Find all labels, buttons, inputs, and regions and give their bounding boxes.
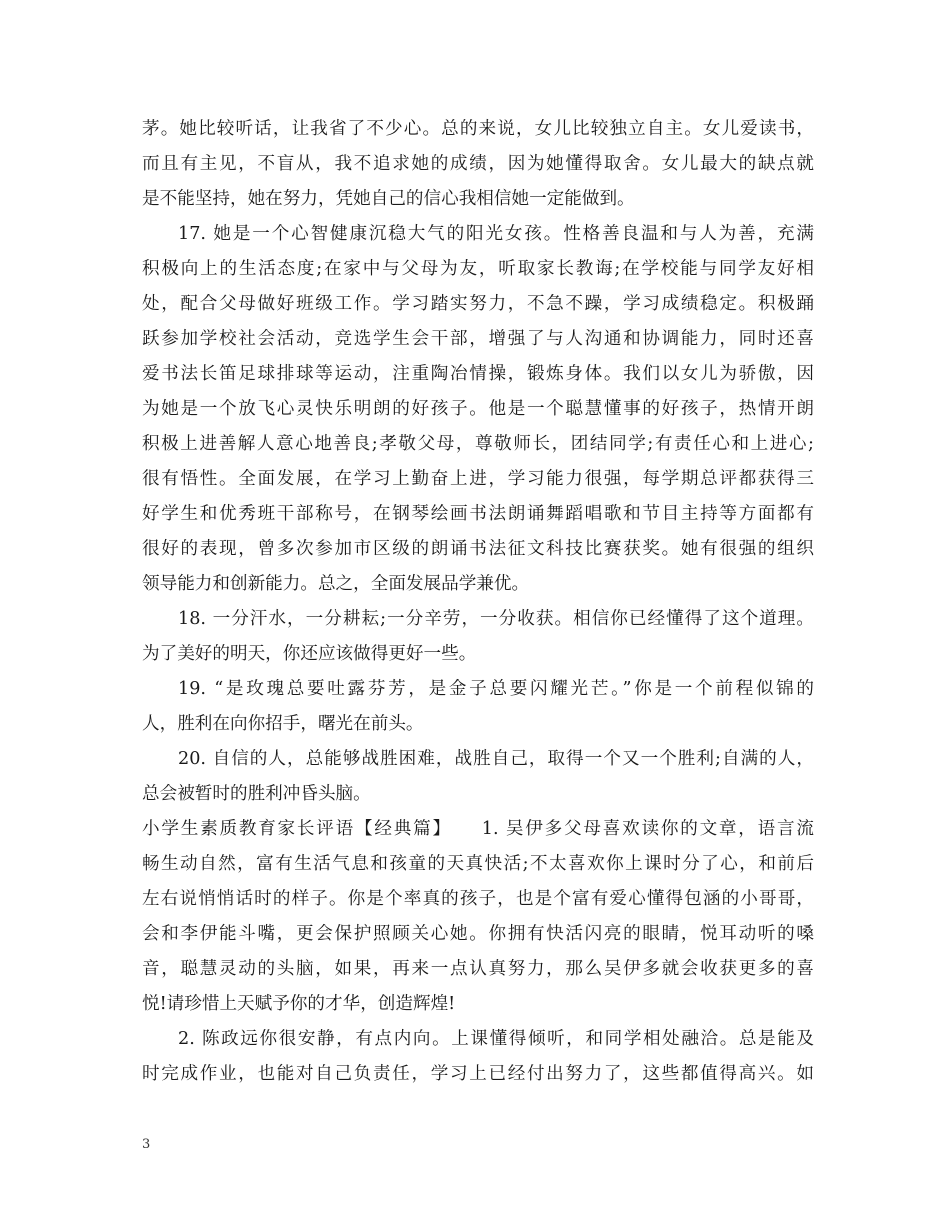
section-heading-line: 小学生素质教育家长评语【经典篇】 1. 吴伊多父母喜欢读你的文章，语言流 bbox=[142, 819, 814, 839]
text-line: 跃参加学校社会活动，竞选学生会干部，增强了与人沟通和协调能力，同时还喜 bbox=[142, 329, 814, 349]
document-body bbox=[142, 112, 814, 1092]
text-line: 为了美好的明天，你还应该做得更好一些。 bbox=[142, 644, 477, 664]
text-line: 爱书法长笛足球排球等运动，注重陶冶情操，锻炼身体。我们以女儿为骄傲，因 bbox=[142, 364, 814, 384]
page-number: 3 bbox=[142, 1137, 151, 1152]
text-line: 领导能力和创新能力。总之，全面发展品学兼优。 bbox=[142, 574, 530, 594]
text-line: 总会被暂时的胜利冲昏头脑。 bbox=[142, 784, 371, 804]
text-line: 畅生动自然，富有生活气息和孩童的天真快活;不太喜欢你上课时分了心，和前后 bbox=[142, 854, 814, 874]
text-line: 人，胜利在向你招手，曙光在前头。 bbox=[142, 714, 424, 734]
text-line: 处，配合父母做好班级工作。学习踏实努力，不急不躁，学习成绩稳定。积极踊 bbox=[142, 294, 814, 314]
text-line: 很有悟性。全面发展，在学习上勤奋上进，学习能力很强，每学期总评都获得三 bbox=[142, 469, 814, 489]
text-line: 时完成作业，也能对自己负责任，学习上已经付出努力了，这些都值得高兴。如 bbox=[142, 1064, 814, 1084]
text-line: 好学生和优秀班干部称号，在钢琴绘画书法朗诵舞蹈唱歌和节目主持等方面都有 bbox=[142, 504, 814, 524]
text-line: 18. 一分汗水，一分耕耘;一分辛劳，一分收获。相信你已经懂得了这个道理。 bbox=[178, 609, 814, 629]
text-line: 会和李伊能斗嘴，更会保护照顾关心她。你拥有快活闪亮的眼睛，悦耳动听的嗓 bbox=[142, 924, 814, 944]
text-line: 积极向上的生活态度;在家中与父母为友，听取家长教诲;在学校能与同学友好相 bbox=[142, 259, 814, 279]
text-line: 19. “是玫瑰总要吐露芬芳，是金子总要闪耀光芒。”你是一个前程似锦的 bbox=[178, 679, 814, 699]
text-line: 20. 自信的人，总能够战胜困难，战胜自己，取得一个又一个胜利;自满的人， bbox=[178, 749, 814, 769]
text-line: 很好的表现，曾多次参加市区级的朗诵书法征文科技比赛获奖。她有很强的组织 bbox=[142, 539, 814, 559]
text-line: 2. 陈政远你很安静，有点内向。上课懂得倾听，和同学相处融洽。总是能及 bbox=[178, 1029, 814, 1049]
text-line: 17. 她是一个心智健康沉稳大气的阳光女孩。性格善良温和与人为善，充满 bbox=[178, 224, 814, 244]
text-line: 积极上进善解人意心地善良;孝敬父母，尊敬师长，团结同学;有责任心和上进心; bbox=[142, 434, 814, 454]
text-line: 而且有主见，不盲从，我不追求她的成绩，因为她懂得取舍。女儿最大的缺点就 bbox=[142, 154, 814, 174]
text-line: 茅。她比较听话，让我省了不少心。总的来说，女儿比较独立自主。女儿爱读书， bbox=[142, 119, 814, 139]
text-line: 是不能坚持，她在努力，凭她自己的信心我相信她一定能做到。 bbox=[142, 189, 635, 209]
text-line: 音，聪慧灵动的头脑，如果，再来一点认真努力，那么吴伊多就会收获更多的喜 bbox=[142, 959, 814, 979]
text-line: 为她是一个放飞心灵快乐明朗的好孩子。他是一个聪慧懂事的好孩子，热情开朗 bbox=[142, 399, 814, 419]
text-line: 左右说悄悄话时的样子。你是个率真的孩子，也是个富有爱心懂得包涵的小哥哥， bbox=[142, 889, 814, 909]
text-line: 悦!请珍惜上天赋予你的才华，创造辉煌! bbox=[142, 994, 456, 1014]
